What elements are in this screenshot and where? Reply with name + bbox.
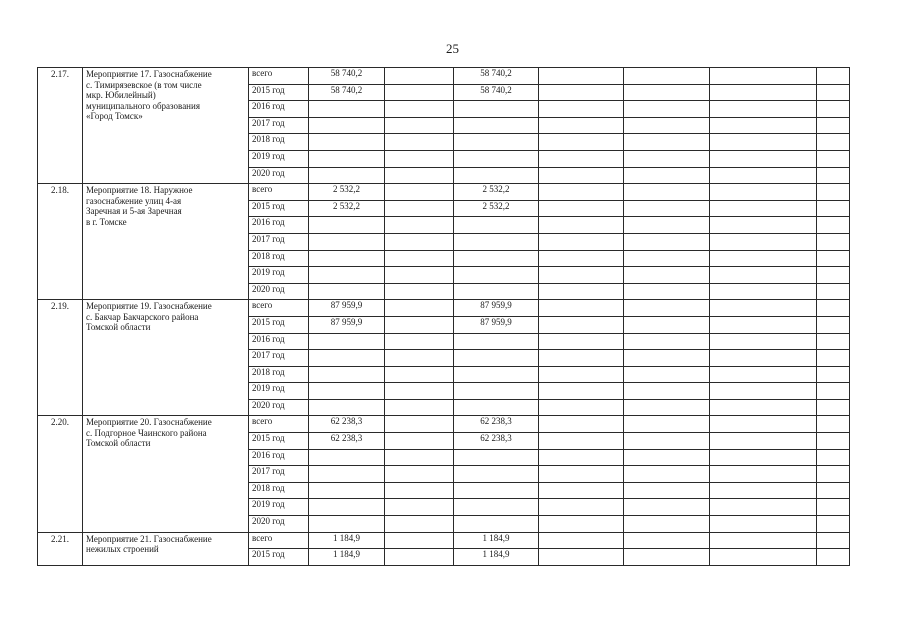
event-description — [83, 416, 249, 532]
period-label: 2020 год — [249, 399, 309, 416]
empty-cell — [385, 532, 454, 549]
empty-cell — [710, 532, 817, 549]
total-amount — [309, 499, 385, 516]
empty-cell — [817, 150, 850, 167]
funding-amount — [454, 499, 539, 516]
empty-cell — [539, 350, 624, 367]
empty-cell — [385, 101, 454, 118]
total-amount: 2 532,2 — [309, 184, 385, 201]
empty-cell — [385, 333, 454, 350]
total-amount: 1 184,9 — [309, 532, 385, 549]
period-label: 2015 год — [249, 84, 309, 101]
event-description-line: мкр. Юбилейный) — [86, 90, 156, 100]
empty-cell — [385, 184, 454, 201]
total-amount — [309, 366, 385, 383]
period-label: 2020 год — [249, 167, 309, 184]
empty-cell — [385, 167, 454, 184]
event-description-line: Мероприятие 21. Газоснабжение — [86, 533, 212, 544]
empty-cell — [624, 68, 710, 85]
empty-cell — [539, 233, 624, 250]
empty-cell — [710, 549, 817, 566]
empty-cell — [539, 383, 624, 400]
empty-cell — [817, 117, 850, 134]
empty-cell — [624, 549, 710, 566]
event-description — [83, 68, 249, 184]
empty-cell — [624, 399, 710, 416]
funding-amount — [454, 217, 539, 234]
empty-cell — [817, 499, 850, 516]
empty-cell — [539, 117, 624, 134]
empty-cell — [624, 233, 710, 250]
empty-cell — [710, 516, 817, 533]
empty-cell — [385, 366, 454, 383]
empty-cell — [710, 350, 817, 367]
empty-cell — [710, 383, 817, 400]
table-row — [38, 184, 850, 201]
empty-cell — [539, 167, 624, 184]
empty-cell — [385, 283, 454, 300]
period-label: 2015 год — [249, 200, 309, 217]
empty-cell — [624, 300, 710, 317]
empty-cell — [817, 184, 850, 201]
empty-cell — [385, 217, 454, 234]
period-label: всего — [249, 300, 309, 317]
empty-cell — [710, 117, 817, 134]
total-amount: 87 959,9 — [309, 300, 385, 317]
funding-amount — [454, 101, 539, 118]
table-body — [38, 68, 850, 566]
event-code: 2.21. — [38, 532, 83, 565]
empty-cell — [817, 449, 850, 466]
empty-cell — [624, 499, 710, 516]
empty-cell — [624, 184, 710, 201]
empty-cell — [539, 399, 624, 416]
empty-cell — [710, 416, 817, 433]
empty-cell — [817, 200, 850, 217]
period-label: 2016 год — [249, 217, 309, 234]
empty-cell — [817, 101, 850, 118]
empty-cell — [539, 416, 624, 433]
empty-cell — [817, 267, 850, 284]
period-label: 2016 год — [249, 333, 309, 350]
empty-cell — [385, 316, 454, 333]
event-code: 2.20. — [38, 416, 83, 532]
period-label: всего — [249, 184, 309, 201]
period-label: 2016 год — [249, 101, 309, 118]
total-amount: 62 238,3 — [309, 416, 385, 433]
empty-cell — [710, 499, 817, 516]
empty-cell — [817, 250, 850, 267]
empty-cell — [710, 184, 817, 201]
period-label: 2015 год — [249, 433, 309, 450]
empty-cell — [817, 68, 850, 85]
period-label: 2019 год — [249, 267, 309, 284]
empty-cell — [385, 250, 454, 267]
empty-cell — [385, 200, 454, 217]
empty-cell — [710, 167, 817, 184]
empty-cell — [817, 316, 850, 333]
empty-cell — [817, 167, 850, 184]
total-amount — [309, 350, 385, 367]
event-description-line: Мероприятие 18. Наружное — [86, 185, 193, 196]
period-label: 2016 год — [249, 449, 309, 466]
event-description-line: Мероприятие 20. Газоснабжение — [86, 417, 212, 428]
empty-cell — [385, 68, 454, 85]
empty-cell — [539, 68, 624, 85]
empty-cell — [539, 366, 624, 383]
empty-cell — [385, 350, 454, 367]
empty-cell — [624, 134, 710, 151]
empty-cell — [817, 134, 850, 151]
total-amount — [309, 482, 385, 499]
funding-amount — [454, 233, 539, 250]
empty-cell — [817, 416, 850, 433]
empty-cell — [624, 333, 710, 350]
empty-cell — [385, 233, 454, 250]
empty-cell — [710, 200, 817, 217]
total-amount — [309, 449, 385, 466]
table-row — [38, 416, 850, 433]
funding-amount: 2 532,2 — [454, 200, 539, 217]
table-row — [38, 300, 850, 317]
empty-cell — [710, 316, 817, 333]
empty-cell — [624, 150, 710, 167]
empty-cell — [385, 433, 454, 450]
empty-cell — [624, 350, 710, 367]
empty-cell — [624, 217, 710, 234]
empty-cell — [624, 101, 710, 118]
period-label: 2019 год — [249, 383, 309, 400]
event-description-line: муниципального образования — [86, 100, 200, 111]
empty-cell — [710, 134, 817, 151]
period-label: 2018 год — [249, 482, 309, 499]
funding-amount: 58 740,2 — [454, 68, 539, 85]
total-amount — [309, 383, 385, 400]
event-description-line: в г. Томске — [86, 216, 127, 227]
funding-amount: 62 238,3 — [454, 433, 539, 450]
empty-cell — [385, 482, 454, 499]
empty-cell — [710, 150, 817, 167]
empty-cell — [817, 366, 850, 383]
empty-cell — [539, 283, 624, 300]
empty-cell — [385, 466, 454, 483]
total-amount — [309, 233, 385, 250]
total-amount — [309, 217, 385, 234]
empty-cell — [539, 200, 624, 217]
event-description — [83, 300, 249, 416]
funding-amount — [454, 482, 539, 499]
empty-cell — [817, 466, 850, 483]
empty-cell — [385, 516, 454, 533]
period-label: 2018 год — [249, 366, 309, 383]
empty-cell — [710, 333, 817, 350]
event-description-line: с. Тимирязевское (в том числе — [86, 79, 202, 90]
funding-amount — [454, 383, 539, 400]
empty-cell — [817, 283, 850, 300]
funding-amount: 2 532,2 — [454, 184, 539, 201]
empty-cell — [385, 549, 454, 566]
empty-cell — [710, 482, 817, 499]
empty-cell — [624, 366, 710, 383]
funding-amount — [454, 333, 539, 350]
empty-cell — [539, 101, 624, 118]
empty-cell — [624, 167, 710, 184]
period-label: 2015 год — [249, 549, 309, 566]
empty-cell — [385, 449, 454, 466]
total-amount: 87 959,9 — [309, 316, 385, 333]
empty-cell — [385, 300, 454, 317]
empty-cell — [624, 117, 710, 134]
empty-cell — [624, 416, 710, 433]
total-amount — [309, 117, 385, 134]
total-amount — [309, 466, 385, 483]
empty-cell — [710, 449, 817, 466]
total-amount: 1 184,9 — [309, 549, 385, 566]
empty-cell — [539, 134, 624, 151]
empty-cell — [710, 267, 817, 284]
empty-cell — [710, 84, 817, 101]
event-description-line: Томской области — [86, 322, 151, 333]
funding-amount — [454, 466, 539, 483]
period-label: 2017 год — [249, 466, 309, 483]
empty-cell — [817, 300, 850, 317]
total-amount — [309, 101, 385, 118]
total-amount: 58 740,2 — [309, 68, 385, 85]
total-amount — [309, 167, 385, 184]
empty-cell — [539, 217, 624, 234]
funding-amount — [454, 167, 539, 184]
funding-amount: 87 959,9 — [454, 300, 539, 317]
period-label: всего — [249, 68, 309, 85]
empty-cell — [624, 84, 710, 101]
empty-cell — [624, 383, 710, 400]
period-label: 2018 год — [249, 134, 309, 151]
empty-cell — [624, 532, 710, 549]
empty-cell — [624, 267, 710, 284]
empty-cell — [385, 84, 454, 101]
empty-cell — [817, 217, 850, 234]
event-description — [83, 184, 249, 300]
event-description-line: с. Бакчар Бакчарского района — [86, 311, 199, 322]
empty-cell — [817, 549, 850, 566]
empty-cell — [624, 316, 710, 333]
empty-cell — [817, 482, 850, 499]
period-label: 2017 год — [249, 117, 309, 134]
empty-cell — [817, 333, 850, 350]
funding-amount: 1 184,9 — [454, 532, 539, 549]
empty-cell — [385, 117, 454, 134]
empty-cell — [539, 449, 624, 466]
total-amount — [309, 267, 385, 284]
empty-cell — [539, 333, 624, 350]
empty-cell — [710, 466, 817, 483]
event-description-line: Заречная и 5-ая Заречная — [86, 206, 182, 217]
funding-amount — [454, 117, 539, 134]
empty-cell — [710, 300, 817, 317]
empty-cell — [539, 499, 624, 516]
empty-cell — [624, 433, 710, 450]
empty-cell — [710, 399, 817, 416]
event-description-line: Мероприятие 17. Газоснабжение — [86, 69, 212, 79]
event-description-line: «Город Томск» — [86, 111, 143, 121]
empty-cell — [539, 150, 624, 167]
empty-cell — [817, 84, 850, 101]
event-description-line: Мероприятие 19. Газоснабжение — [86, 301, 212, 312]
total-amount — [309, 283, 385, 300]
page-number: 25 — [446, 41, 459, 56]
total-amount: 62 238,3 — [309, 433, 385, 450]
empty-cell — [539, 184, 624, 201]
event-description-line: с. Подгорное Чаинского района — [86, 427, 207, 438]
funding-amount: 62 238,3 — [454, 416, 539, 433]
empty-cell — [710, 233, 817, 250]
event-description — [83, 532, 249, 565]
empty-cell — [624, 250, 710, 267]
funding-amount — [454, 267, 539, 284]
empty-cell — [385, 399, 454, 416]
empty-cell — [539, 482, 624, 499]
empty-cell — [817, 399, 850, 416]
empty-cell — [710, 101, 817, 118]
empty-cell — [539, 516, 624, 533]
empty-cell — [539, 532, 624, 549]
empty-cell — [817, 532, 850, 549]
total-amount: 2 532,2 — [309, 200, 385, 217]
period-label: 2017 год — [249, 350, 309, 367]
empty-cell — [817, 516, 850, 533]
event-code: 2.19. — [38, 300, 83, 416]
empty-cell — [624, 200, 710, 217]
budget-table — [37, 67, 850, 566]
total-amount — [309, 250, 385, 267]
period-label: 2020 год — [249, 516, 309, 533]
funding-amount — [454, 366, 539, 383]
total-amount — [309, 333, 385, 350]
funding-amount — [454, 150, 539, 167]
funding-amount: 87 959,9 — [454, 316, 539, 333]
empty-cell — [817, 233, 850, 250]
empty-cell — [385, 267, 454, 284]
period-label: 2019 год — [249, 499, 309, 516]
funding-amount: 58 740,2 — [454, 84, 539, 101]
empty-cell — [539, 433, 624, 450]
empty-cell — [710, 217, 817, 234]
empty-cell — [539, 549, 624, 566]
funding-amount — [454, 449, 539, 466]
funding-amount — [454, 516, 539, 533]
period-label: 2017 год — [249, 233, 309, 250]
event-description-line: газоснабжение улиц 4-ая — [86, 195, 182, 206]
empty-cell — [539, 84, 624, 101]
empty-cell — [624, 466, 710, 483]
empty-cell — [817, 350, 850, 367]
empty-cell — [710, 283, 817, 300]
empty-cell — [710, 250, 817, 267]
funding-amount — [454, 134, 539, 151]
empty-cell — [624, 516, 710, 533]
period-label: 2019 год — [249, 150, 309, 167]
empty-cell — [624, 283, 710, 300]
empty-cell — [710, 366, 817, 383]
total-amount — [309, 399, 385, 416]
empty-cell — [624, 482, 710, 499]
empty-cell — [710, 68, 817, 85]
empty-cell — [385, 134, 454, 151]
total-amount: 58 740,2 — [309, 84, 385, 101]
empty-cell — [385, 416, 454, 433]
empty-cell — [817, 433, 850, 450]
empty-cell — [385, 499, 454, 516]
total-amount — [309, 150, 385, 167]
funding-amount — [454, 350, 539, 367]
table-row — [38, 532, 850, 549]
empty-cell — [539, 250, 624, 267]
empty-cell — [539, 316, 624, 333]
event-description-line: нежилых строений — [86, 544, 159, 555]
period-label: всего — [249, 532, 309, 549]
event-code: 2.18. — [38, 184, 83, 300]
total-amount — [309, 134, 385, 151]
empty-cell — [539, 466, 624, 483]
total-amount — [309, 516, 385, 533]
period-label: 2020 год — [249, 283, 309, 300]
empty-cell — [624, 449, 710, 466]
funding-amount — [454, 399, 539, 416]
funding-amount — [454, 283, 539, 300]
empty-cell — [385, 150, 454, 167]
empty-cell — [539, 267, 624, 284]
table-row — [38, 68, 850, 85]
empty-cell — [385, 383, 454, 400]
event-code: 2.17. — [38, 68, 83, 184]
empty-cell — [539, 300, 624, 317]
funding-amount: 1 184,9 — [454, 549, 539, 566]
period-label: 2015 год — [249, 316, 309, 333]
empty-cell — [710, 433, 817, 450]
period-label: всего — [249, 416, 309, 433]
period-label: 2018 год — [249, 250, 309, 267]
funding-amount — [454, 250, 539, 267]
empty-cell — [817, 383, 850, 400]
event-description-line: Томской области — [86, 438, 151, 449]
